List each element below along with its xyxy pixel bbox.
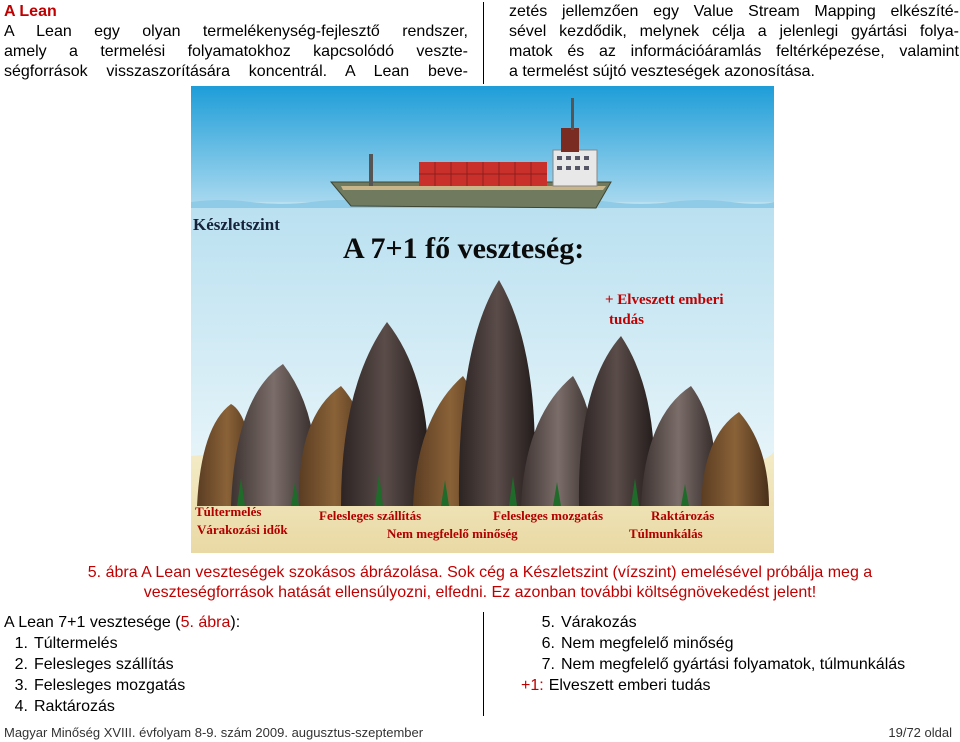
rock-label-minoseg: Nem megfelelő minőség xyxy=(387,526,518,541)
plus-label-line1: + Elveszett emberi xyxy=(605,292,724,308)
figure-illustration xyxy=(191,86,774,553)
list-item: 6. Nem megfelelő minőség xyxy=(541,635,734,652)
rock-label-tulmunkalas: Túlmunkálás xyxy=(629,526,703,541)
plus-label-line2: tudás xyxy=(609,312,645,328)
waste-list-left xyxy=(4,612,474,717)
list-item: 5. Várakozás xyxy=(541,614,637,631)
caption-line: 5. ábra A Lean veszteségek szokásos ábrázolása. Sok cég a Készletszint (vízszint) emelésével próbálja meg a xyxy=(87,564,873,581)
page-footer xyxy=(4,725,952,740)
figure-caption xyxy=(0,563,960,603)
rock-label-szallitas: Felesleges szállítás xyxy=(319,508,422,523)
list-item: 2. Felesleges szállítás xyxy=(14,656,174,673)
body-line: a termelést sújtó veszteségek azonosítása. xyxy=(509,63,815,80)
rock-label-tultermeles: Túltermelés xyxy=(195,504,262,519)
list-item: 7. Nem megfelelő gyártási folyamatok, túlmunkálás xyxy=(541,656,906,673)
article-right-column xyxy=(509,2,959,82)
rock-label-raktarozas: Raktározás xyxy=(651,508,715,523)
body-line: amely a termelési folyamatokhoz kapcsolódó veszte- xyxy=(4,43,468,60)
lean-waste-figure xyxy=(191,86,774,553)
rock-label-mozgatas: Felesleges mozgatás xyxy=(493,508,604,523)
waste-list-right xyxy=(521,612,957,696)
list-divider xyxy=(483,612,484,716)
column-divider xyxy=(483,2,484,84)
list-item-plus: +1: Elveszett emberi tudás xyxy=(521,677,711,694)
list-intro: A Lean 7+1 vesztesége (5. ábra): xyxy=(4,614,241,631)
figure-title: A 7+1 fő veszteség: xyxy=(343,232,585,265)
body-line: zetés jellemzően egy Value Stream Mapping elkészíté- xyxy=(509,3,959,20)
list-item: 3. Felesleges mozgatás xyxy=(14,677,186,694)
list-item: 1. Túltermelés xyxy=(14,635,118,652)
body-line: ségforrások visszaszorítására koncentrál. A Lean beve- xyxy=(4,63,468,80)
list-item: 4. Raktározás xyxy=(14,698,115,715)
journal-info: Magyar Minőség XVIII. évfolyam 8-9. szám 2009. augusztus-szeptember xyxy=(4,725,424,740)
article-left-column xyxy=(4,2,468,82)
rock-label-varakozas: Várakozási idők xyxy=(197,522,288,537)
body-line: A Lean egy olyan termelékenység-fejlesztő rendszer, xyxy=(4,23,468,40)
body-line: sével kezdődik, melynek célja a jelenlegi gyártási folya- xyxy=(509,23,959,40)
section-heading: A Lean xyxy=(4,3,57,20)
figure-reference: 5. ábra xyxy=(180,614,231,631)
caption-line: veszteségforrások hatását ellensúlyozni, elfedni. Ez azonban további költségnövekedést jelent! xyxy=(143,584,817,601)
level-label: Készletszint xyxy=(193,215,280,234)
body-line: matok és az információáramlás feltérképezése, valamint xyxy=(509,43,959,60)
page-number: 19/72 oldal xyxy=(888,725,952,740)
